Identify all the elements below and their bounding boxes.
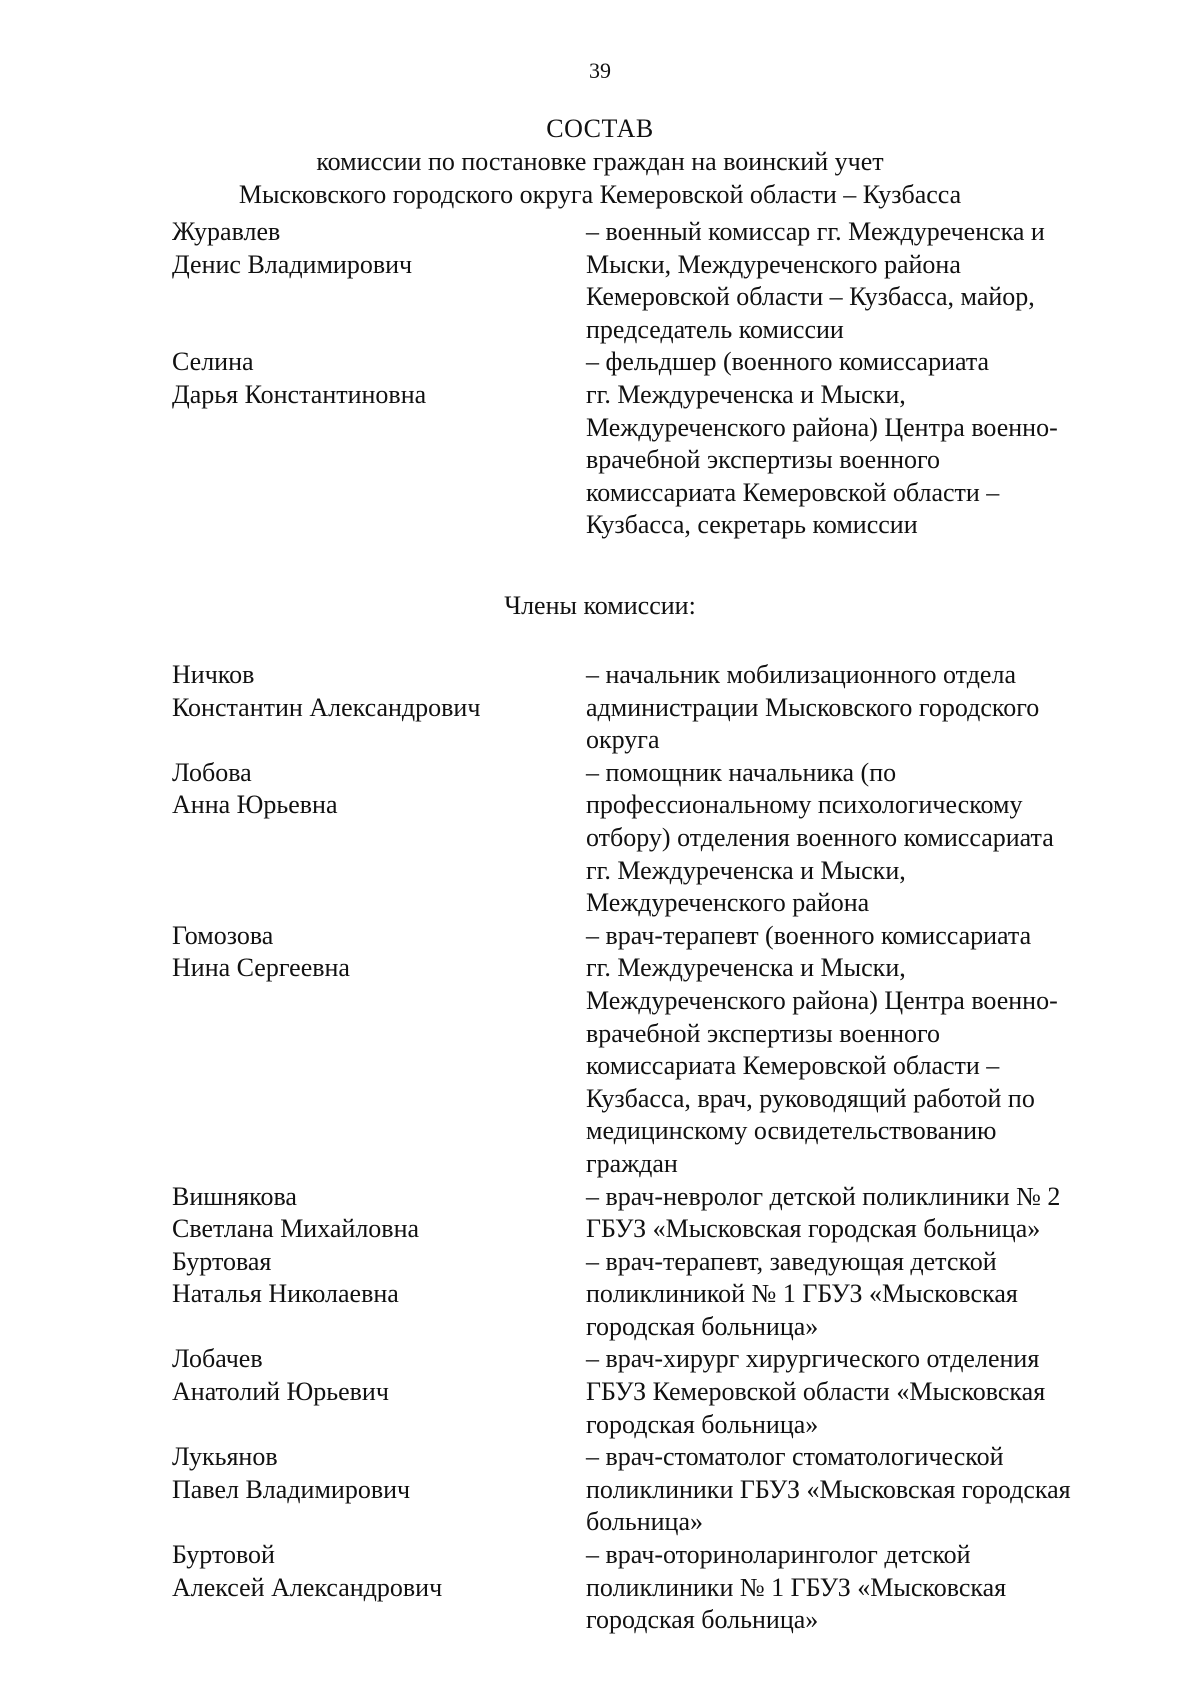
given-name: Нина Сергеевна: [172, 953, 350, 983]
position-line: ГБУЗ «Мысковская городская больница»: [586, 1214, 1041, 1244]
surname: Буртовой: [172, 1540, 275, 1570]
list-item: [172, 216, 1132, 346]
given-name: Алексей Александрович: [172, 1572, 443, 1602]
person-name: [172, 1181, 586, 1246]
position-line: – врач-невролог детской поликлиники № 2: [586, 1181, 1061, 1211]
position-line: врачебной экспертизы военного: [586, 1018, 941, 1048]
given-name: Анна Юрьевна: [172, 790, 338, 820]
list-item: [172, 1539, 1132, 1637]
position-line: председатель комиссии: [586, 314, 844, 344]
surname: Селина: [172, 347, 254, 377]
position-line: – врач-терапевт, заведующая детской: [586, 1246, 997, 1276]
list-item: [172, 920, 1132, 1181]
given-name: Дарья Константиновна: [172, 379, 427, 409]
person-position: [586, 920, 1132, 1181]
person-name: [172, 346, 586, 411]
position-line: медицинскому освидетельствованию: [586, 1116, 997, 1146]
surname: Лукьянов: [172, 1442, 278, 1472]
position-line: отбору) отделения военного комиссариата: [586, 822, 1054, 852]
title-line-2: Мысковского городского округа Кемеровской области – Кузбасса: [238, 180, 962, 209]
given-name: Анатолий Юрьевич: [172, 1377, 389, 1407]
person-name: [172, 1539, 586, 1604]
page-number: 39: [589, 58, 611, 83]
title-line-1: комиссии по постановке граждан на воинский учет: [316, 147, 884, 176]
surname: Вишнякова: [172, 1181, 297, 1211]
person-name: [172, 1441, 586, 1506]
position-line: – помощник начальника (по: [586, 757, 897, 787]
position-line: комиссариата Кемеровской области –: [586, 477, 1000, 507]
position-line: – начальник мобилизационного отдела: [586, 660, 1016, 689]
position-line: врачебной экспертизы военного: [586, 445, 941, 475]
leadership-list: [172, 216, 1132, 542]
position-line: гг. Междуреченска и Мыски,: [586, 953, 906, 983]
given-name: Денис Владимирович: [172, 249, 413, 279]
document-title: [0, 112, 1200, 211]
position-line: администрации Мысковского городского: [586, 692, 1040, 722]
list-item: [172, 757, 1132, 920]
position-line: округа: [586, 725, 660, 755]
position-line: Кузбасса, врач, руководящий работой по: [586, 1083, 1035, 1113]
position-line: городская больница»: [586, 1409, 819, 1439]
members-list: [172, 659, 1132, 1637]
person-position: [586, 1181, 1132, 1246]
person-position: [586, 1246, 1132, 1344]
position-line: городская больница»: [586, 1605, 819, 1635]
list-item: [172, 346, 1132, 542]
list-item: [172, 1441, 1132, 1539]
position-line: Кемеровской области – Кузбасса, майор,: [586, 282, 1035, 312]
person-name: [172, 757, 586, 822]
person-position: [586, 1441, 1132, 1539]
person-name: [172, 1343, 586, 1408]
position-line: поликлиникой № 1 ГБУЗ «Мысковская: [586, 1279, 1018, 1309]
position-line: – врач-терапевт (военного комиссариата: [586, 920, 1032, 950]
members-heading: Члены комиссии:: [504, 591, 696, 620]
position-line: Междуреченского района) Центра военно-: [586, 985, 1058, 1015]
position-line: ГБУЗ Кемеровской области «Мысковская: [586, 1377, 1046, 1407]
list-item: [172, 1343, 1132, 1441]
person-position: [586, 1539, 1132, 1637]
given-name: Павел Владимирович: [172, 1474, 411, 1504]
position-line: гг. Междуреченска и Мыски,: [586, 379, 906, 409]
surname: Буртовая: [172, 1246, 272, 1276]
position-line: Мыски, Междуреченского района: [586, 249, 961, 279]
person-position: [586, 1343, 1132, 1441]
position-line: Междуреченского района: [586, 888, 870, 918]
position-line: Междуреченского района) Центра военно-: [586, 412, 1058, 442]
title-heading: СОСТАВ: [546, 114, 654, 143]
position-line: гг. Междуреченска и Мыски,: [586, 855, 906, 885]
position-line: Кузбасса, секретарь комиссии: [586, 510, 918, 540]
position-line: – врач-оториноларинголог детской: [586, 1540, 971, 1570]
person-position: [586, 346, 1132, 542]
given-name: Константин Александрович: [172, 692, 481, 722]
surname: Лобова: [172, 757, 252, 787]
person-position: [586, 659, 1132, 757]
position-line: – врач-хирург хирургического отделения: [586, 1344, 1040, 1374]
person-name: [172, 920, 586, 985]
position-line: – фельдшер (военного комиссариата: [586, 347, 990, 377]
list-item: [172, 1181, 1132, 1246]
position-line: городская больница»: [586, 1311, 819, 1341]
position-line: – врач-стоматолог стоматологической: [586, 1442, 1004, 1472]
given-name: Светлана Михайловна: [172, 1214, 420, 1244]
surname: Ничков: [172, 660, 255, 689]
position-line: комиссариата Кемеровской области –: [586, 1051, 1000, 1081]
given-name: Наталья Николаевна: [172, 1279, 399, 1309]
surname: Журавлев: [172, 217, 281, 246]
surname: Лобачев: [172, 1344, 263, 1374]
surname: Гомозова: [172, 920, 274, 950]
position-line: поликлиники ГБУЗ «Мысковская городская: [586, 1474, 1071, 1504]
position-line: профессиональному психологическому: [586, 790, 1023, 820]
person-position: [586, 216, 1132, 346]
position-line: больница»: [586, 1507, 703, 1537]
list-item: [172, 659, 1132, 757]
person-name: [172, 659, 586, 724]
position-line: – военный комиссар гг. Междуреченска и: [586, 217, 1045, 246]
position-line: поликлиники № 1 ГБУЗ «Мысковская: [586, 1572, 1007, 1602]
person-position: [586, 757, 1132, 920]
person-name: [172, 216, 586, 281]
person-name: [172, 1246, 586, 1311]
position-line: граждан: [586, 1148, 678, 1178]
list-item: [172, 1246, 1132, 1344]
